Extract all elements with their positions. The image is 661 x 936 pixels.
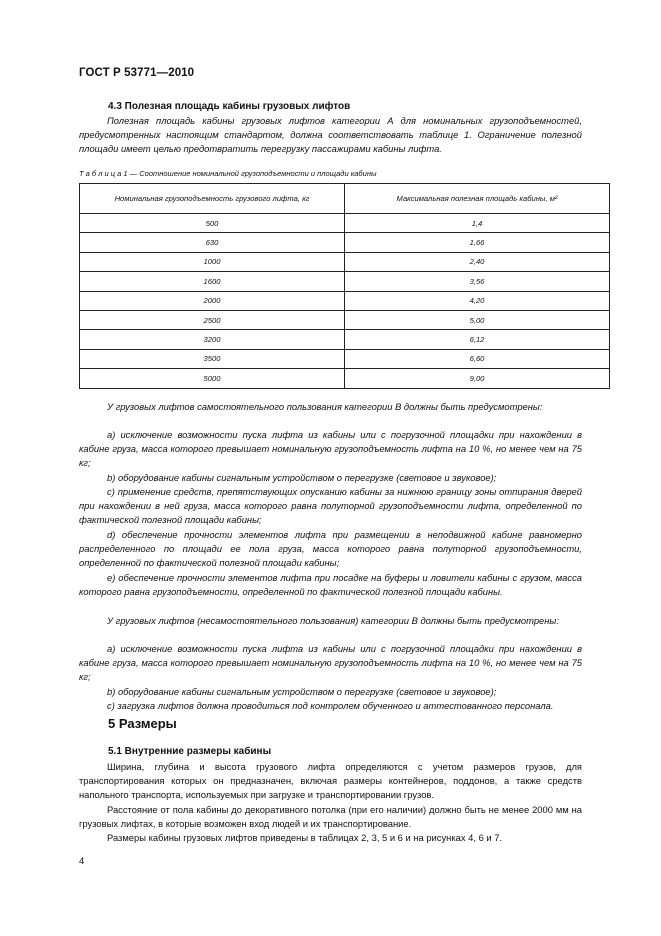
col-header-area: Максимальная полезная площадь кабины, м² [345, 184, 610, 214]
section-4-3-title: 4.3 Полезная площадь кабины грузовых лифтов [108, 101, 351, 112]
section-5-paragraph: Расстояние от пола кабины до декоративного потолка (при его наличии) должно быть не менее 2000 мм на грузовых лифтах, в которые возможен вход людей и их транспортирование. [79, 804, 582, 830]
table-row [80, 252, 610, 271]
cell-area: 5,00 [345, 310, 610, 329]
list-item-a: a) исключение возможности пуска лифта из кабины или с погрузочной площадки при нахождении в кабине груза, масса которого превышает номинальную грузоподъемность лифта на 10 %, но менее чем на 75 кг; [79, 429, 582, 469]
list-item-c: c) применение средств, препятствующих опусканию кабины за нижнюю границу зоны отпирания дверей при нахождении в ней груза, масса которого равна полуторной грузоподъемности лифта, определенной по фактической полезной площади кабины; [79, 486, 582, 526]
list-item-c: c) загрузка лифтов должна проводиться под контролем обученного и аттестованного персонала. [107, 700, 554, 711]
page-number: 4 [79, 856, 85, 867]
cell-load: 1600 [80, 272, 345, 291]
cell-load: 5000 [80, 369, 345, 388]
list-item-b: b) оборудование кабины сигнальным устройством о перегрузке (световое и звуковое); [107, 472, 497, 483]
list-item-b: b) оборудование кабины сигнальным устройством о перегрузке (световое и звуковое); [107, 686, 497, 697]
table-row [80, 310, 610, 329]
cell-area: 9,00 [345, 369, 610, 388]
table-row [80, 291, 610, 310]
cell-load: 3500 [80, 349, 345, 368]
cell-area: 2,40 [345, 252, 610, 271]
list-item-e: e) обеспечение прочности элементов лифта при посадке на буферы и ловители кабины с грузом, масса которого равна грузоподъемности, определенной по фактической полезной площади кабины. [79, 572, 582, 598]
table-row [80, 330, 610, 349]
cell-load: 500 [80, 214, 345, 233]
table-row [80, 349, 610, 368]
cell-load: 2000 [80, 291, 345, 310]
table-row [80, 272, 610, 291]
col-header-load: Номинальная грузоподъемность грузового лифта, кг [80, 184, 345, 214]
cell-load: 3200 [80, 330, 345, 349]
section-5-1-title: 5.1 Внутренние размеры кабины [108, 746, 272, 757]
cell-area: 3,56 [345, 272, 610, 291]
body-paragraph: У грузовых лифтов самостоятельного пользования категории В должны быть предусмотрены: [107, 401, 543, 412]
cell-area: 1,4 [345, 214, 610, 233]
list-item-a: a) исключение возможности пуска лифта из кабины или с погрузочной площадки при нахождении в кабине груза, масса которого превышает номинальную грузоподъемность лифта на 10 %, но менее чем на 75 кг; [79, 643, 582, 683]
cell-area: 6,60 [345, 349, 610, 368]
table-1 [79, 183, 610, 389]
cell-area: 4,20 [345, 291, 610, 310]
cell-load: 1000 [80, 252, 345, 271]
table-row [80, 233, 610, 252]
section-5-title: 5 Размеры [108, 716, 177, 731]
cell-area: 1,66 [345, 233, 610, 252]
table-row [80, 369, 610, 388]
section-4-3-text: Полезная площадь кабины грузовых лифтов категории А для номинальных грузоподъемностей, предусмотренных настоящим стандартом, должна соответствовать таблице 1. Ограничение полезной площади имеет целью предотвратить перегрузку пассажирами кабины лифта. [79, 115, 582, 155]
table-row [80, 214, 610, 233]
section-5-paragraph: Размеры кабины грузовых лифтов приведены в таблицах 2, 3, 5 и 6 и на рисунках 4, 6 и 7. [107, 832, 503, 843]
cell-area: 6,12 [345, 330, 610, 349]
body-paragraph: У грузовых лифтов (несамостоятельного пользования) категории В должны быть предусмотрены: [107, 615, 559, 626]
table-header-row [80, 184, 610, 214]
document-header: ГОСТ Р 53771—2010 [79, 67, 195, 79]
section-5-paragraph: Ширина, глубина и высота грузового лифта определяются с учетом размеров грузов, для транспортирования которых он предназначен, включая размеры контейнеров, поддонов, а также средств напольного транспорта, используемых при загрузке и транспортировании грузов. [79, 761, 582, 801]
list-item-d: d) обеспечение прочности элементов лифта при размещении в неподвижной кабине равномерно распределенного по площади ее пола груза, масса которого равна полуторной грузоподъемности, определенной по фактической полезной площади кабины; [79, 529, 582, 569]
table-1-caption: Т а б л и ц а 1 — Соотношение номинальной грузоподъемности и площади кабины [79, 169, 377, 178]
cell-load: 630 [80, 233, 345, 252]
cell-load: 2500 [80, 310, 345, 329]
